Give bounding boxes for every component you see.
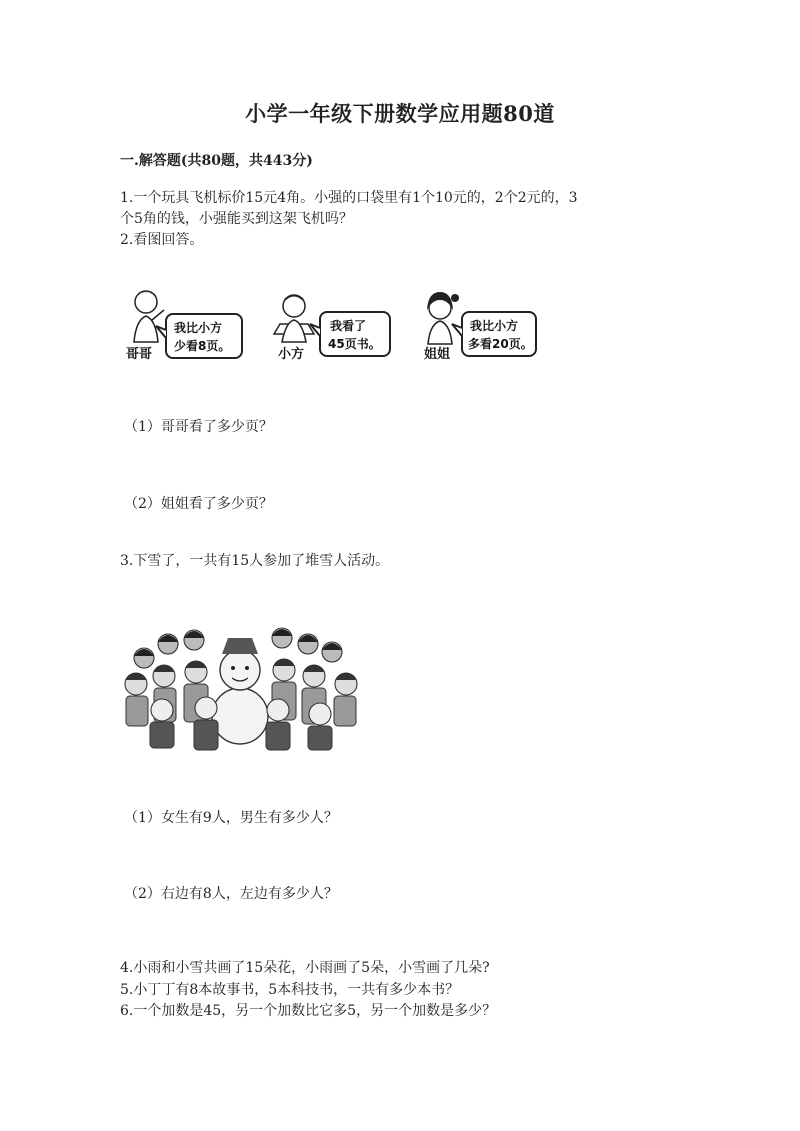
- page-title: 小学一年级下册数学应用题80道: [245, 101, 555, 126]
- brother-bubble-line-2: 少看8页。: [174, 339, 231, 353]
- sister-bubble-line-2: 多看20页。: [468, 337, 533, 351]
- sister-bubble-line-1: 我比小方: [470, 319, 519, 333]
- brother-bubble-line-1: 我比小方: [174, 321, 223, 335]
- xiaofang-bubble-line-1: 我看了: [330, 319, 367, 333]
- question-1-line-2: 个5角的钱，小强能买到这架飞机吗？: [120, 211, 353, 227]
- question-2-sub-2: （2）姐姐看了多少页？: [124, 496, 273, 512]
- question-2-sub-1: （1）哥哥看了多少页？: [124, 419, 273, 435]
- xiaofang-bubble-line-2: 45页书。: [328, 337, 381, 351]
- question-6-text: 6.一个加数是45，另一个加数比它多5，另一个加数是多少？: [120, 1003, 497, 1019]
- question-1-line-1: 1.一个玩具飞机标价15元4角。小强的口袋里有1个10元的，2个2元的，3: [120, 190, 578, 206]
- question-4-text: 4.小雨和小雪共画了15朵花，小雨画了5朵，小雪画了几朵?: [120, 960, 490, 976]
- xiaofang-label: 小方: [278, 347, 305, 362]
- reading-pages-illustration: [122, 286, 542, 366]
- question-3-sub-2: （2）右边有8人，左边有多少人？: [124, 886, 338, 902]
- section-heading: 一.解答题(共80题，共443分): [120, 153, 313, 169]
- question-3-sub-1: （1）女生有9人，男生有多少人？: [124, 810, 338, 826]
- sister-label: 姐姐: [424, 347, 451, 362]
- question-2-text: 2.看图回答。: [120, 232, 204, 248]
- question-5-text: 5.小丁丁有8本故事书，5本科技书，一共有多少本书？: [120, 982, 460, 998]
- brother-label: 哥哥: [126, 347, 153, 362]
- question-3-text: 3.下雪了，一共有15人参加了堆雪人活动。: [120, 553, 390, 569]
- xiaofang-figure: [274, 295, 314, 362]
- snowman-children-illustration: [122, 618, 372, 758]
